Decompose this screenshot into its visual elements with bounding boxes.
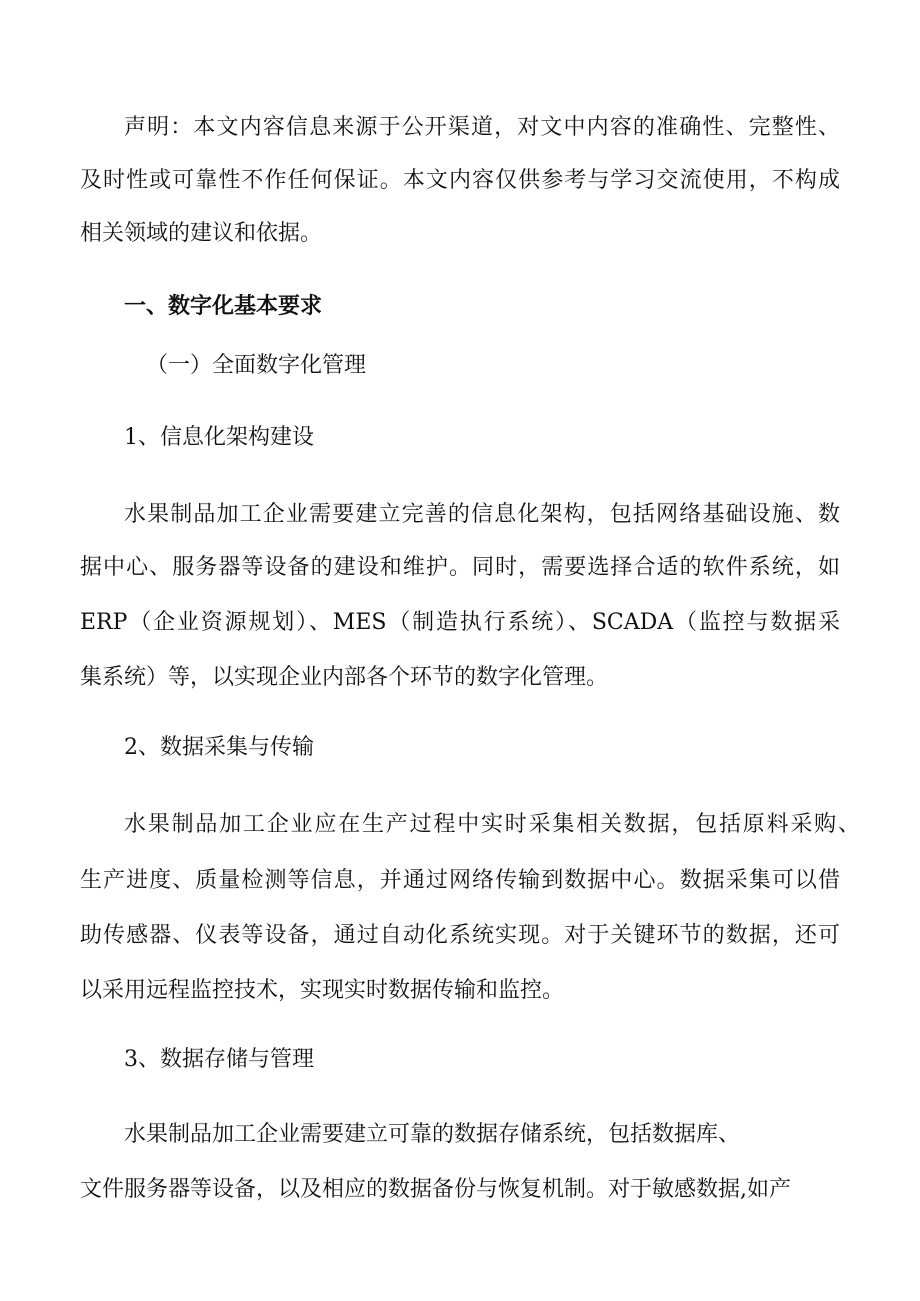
item-3-title: 3、数据存储与管理 <box>124 1047 314 1072</box>
subsection-heading: （一）全面数字化管理 <box>146 353 367 378</box>
disclaimer-line-1: 声明：本文内容信息来源于公开渠道，对文中内容的准确性、完整性、 <box>124 115 840 140</box>
item-3-line-1: 水果制品加工企业需要建立可靠的数据存储系统，包括数据库、 <box>124 1122 741 1147</box>
item-3-line-2: 文件服务器等设备，以及相应的数据备份与恢复机制。对于敏感数据,如产 <box>80 1177 791 1202</box>
item-1-line-2: 据中心、服务器等设备的建设和维护。同时，需要选择合适的软件系统，如 <box>80 555 840 580</box>
item-1-line-3: ERP（企业资源规划）、MES（制造执行系统）、SCADA（监控与数据采 <box>80 610 840 635</box>
disclaimer-line-2: 及时性或可靠性不作任何保证。本文内容仅供参考与学习交流使用，不构成 <box>80 168 840 193</box>
section-heading: 一、数字化基本要求 <box>124 293 323 319</box>
item-2-line-3: 助传感器、仪表等设备，通过自动化系统实现。对于关键环节的数据，还可 <box>80 923 840 948</box>
item-1-line-1: 水果制品加工企业需要建立完善的信息化架构，包括网络基础设施、数 <box>124 502 840 527</box>
item-1-line-4: 集系统）等，以实现企业内部各个环节的数字化管理。 <box>80 665 609 690</box>
item-2-line-1: 水果制品加工企业应在生产过程中实时采集相关数据，包括原料采购、 <box>124 812 860 837</box>
item-2-line-4: 以采用远程监控技术，实现实时数据传输和监控。 <box>80 978 565 1003</box>
item-2-line-2: 生产进度、质量检测等信息，并通过网络传输到数据中心。数据采集可以借 <box>80 868 840 893</box>
item-1-title: 1、信息化架构建设 <box>124 425 314 450</box>
disclaimer-line-3: 相关领域的建议和依据。 <box>80 221 323 246</box>
item-2-title: 2、数据采集与传输 <box>124 735 314 760</box>
